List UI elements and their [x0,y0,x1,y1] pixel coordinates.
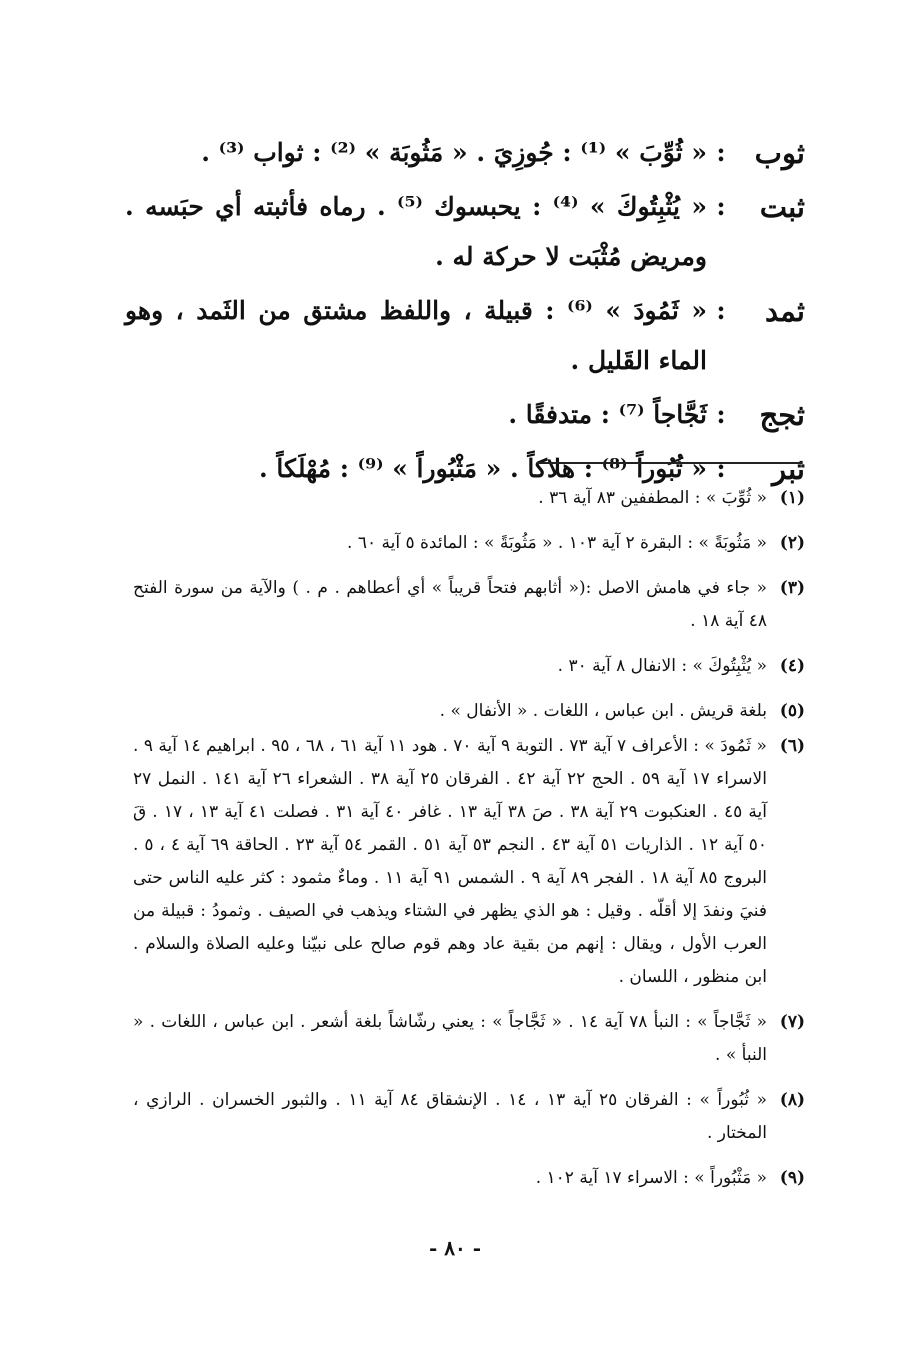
footnote [133,730,805,994]
footnote-number: (٦) [779,736,805,756]
footnote [133,1006,805,1072]
entry-colon: : [716,400,726,429]
entry-definition: « يُثْبِتُوكَ » ⁽⁴⁾ : يحبسوك ⁽⁵⁾ . رماه فأثبته أي حبَسه . ومريض مُثْبَت لا حركة له . [125,192,707,271]
footnote [133,1162,805,1195]
footnote-number: (٤) [779,656,805,676]
footnotes-section [133,482,805,1207]
entry-headword: ثجج [759,398,805,432]
footnote-text: بلغة قريش . ابن عباس ، اللغات . « الأنفال » . [439,701,767,721]
page-number: - ٨٠ - [428,1236,481,1260]
entry-colon: : [716,192,726,221]
entry-definition: « ثُبُوراً ⁽⁸⁾ : هلاكاً . « مَثْبُوراً » ⁽⁹⁾ : مُهْلَكاً . [259,454,707,483]
entry [125,286,805,386]
footnote-divider [537,462,802,464]
entry-headword: ثبر [772,452,805,486]
footnote [133,482,805,515]
footnote-text: « ثُبُوراً » : الفرقان ٢٥ آية ١٣ ، ١٤ . الإنشقاق ٨٤ آية ١١ . والثبور الخسران . الرازي ، المختار . [133,1090,767,1143]
entries-section [125,128,805,498]
entry-definition: ثَجَّاجاً ⁽⁷⁾ : متدفقًا . [508,400,707,429]
footnote [133,1084,805,1150]
entry [125,390,805,440]
footnote [133,572,805,638]
footnote-text: « جاء في هامش الاصل :(« أثابهم فتحاً قريباً » أي أعطاهم . م . ) والآية من سورة الفتح ٤٨ آية ١٨ . [133,578,767,631]
entry-headword: ثمد [764,294,805,328]
footnote-text: « ثَجَّاجاً » : النبأ ٧٨ آية ١٤ . « ثَجَّاجاً » : يعني رشّاشاً بلغة أشعر . ابن عباس ، اللغات . « النبأ » . [133,1012,767,1065]
entry-colon: : [716,454,726,483]
footnote-number: (٥) [779,701,805,721]
footnote-number: (٣) [779,578,805,598]
footnote-text: « ثَمُودَ » : الأعراف ٧ آية ٧٣ . التوبة ٩ آية ٧٠ . هود ١١ آية ٦١ ، ٦٨ ، ٩٥ . ابراهيم ١٤ آية ٩ . الاسراء ١٧ آية ٥٩ . الحج ٢٢ آية ٤٢ . الفرقان ٢٥ آية ٣٨ . الشعراء ٢٦ آية ١٤١ . النمل ٢٧ آية ٤٥ . العنكبوت ٢٩ آية ٣٨ . صَ ٣٨ آية ١٣ . غافر ٤٠ آية ٣١ . فصلت ٤١ آية ١٣ ، ١٧ . قَ ٥٠ آية ١٢ . الذاريات ٥١ آية ٤٣ . النجم ٥٣ آية ٥١ . القمر ٥٤ آية ٢٣ . الحاقة ٦٩ آية ٤ ، ٥ . البروج ٨٥ آية ١٨ . الفجر ٨٩ آية ٩ . الشمس ٩١ آية ١١ . وماءٌ مثمود : كثر عليه الناس حتى فنيَ ونفدَ إلا أقلّه . وقيل : هو الذي يظهر في الشتاء ويذهب في الصيف . وثمودُ : قبيلة من العرب الأول ، ويقال : إنهم من بقية عاد وهم قوم صالح على نبيّنا وعليه الصلاة والسلام . ابن منظور ، اللسان . [133,736,767,987]
footnote-number: (٨) [779,1090,805,1110]
footnote [133,527,805,560]
entry-headword: ثبت [759,190,805,224]
footnote-number: (٩) [779,1168,805,1188]
footnote [133,695,805,728]
entry-definition: « ثُوِّبَ » ⁽¹⁾ : جُوزِيَ . « مَثُوبَة » ⁽²⁾ : ثواب ⁽³⁾ . [201,138,707,167]
entry [125,128,805,178]
footnote-number: (١) [779,488,805,508]
footnote-text: « مَثُوبَةً » : البقرة ٢ آية ١٠٣ . « مَثُوبَةً » : المائدة ٥ آية ٦٠ . [347,533,767,553]
entry-headword: ثوب [754,136,805,170]
entry [125,182,805,282]
entry-colon: : [716,296,726,325]
footnote-number: (٧) [779,1012,805,1032]
footnote-text: « ثُوِّبَ » : المطففين ٨٣ آية ٣٦ . [538,488,767,508]
footnote-text: « مَثْبُوراً » : الاسراء ١٧ آية ١٠٢ . [535,1168,767,1188]
entry-colon: : [716,138,726,167]
footnote-number: (٢) [779,533,805,553]
entry-definition: « ثَمُودَ » ⁽⁶⁾ : قبيلة ، واللفظ مشتق من الثَمد ، وهو الماء القَليل . [125,296,707,375]
footnote [133,650,805,683]
footnote-text: « يُثْبِتُوكَ » : الانفال ٨ آية ٣٠ . [557,656,767,676]
